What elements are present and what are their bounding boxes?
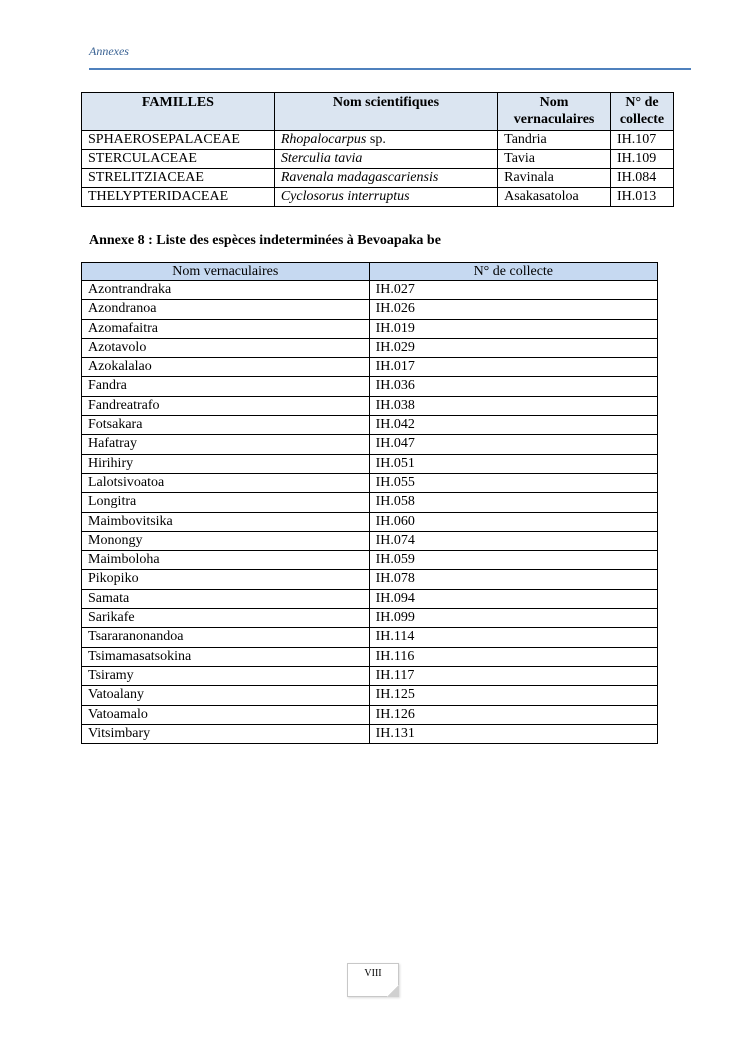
species-table-row	[82, 435, 658, 454]
vernacular-name-cell: Hirihiry	[82, 454, 370, 473]
vernacular-name-cell: Longitra	[82, 493, 370, 512]
families-table	[81, 92, 674, 207]
vernacular-name-cell: Tsararanonandoa	[82, 628, 370, 647]
scientific-genus: Cyclosorus interruptus	[280, 189, 410, 204]
scientific-suffix: sp.	[366, 132, 386, 147]
collection-number-cell: IH.078	[369, 570, 657, 589]
collection-number-cell: IH.109	[611, 150, 674, 169]
vernacular-name-cell: Maimbovitsika	[82, 512, 370, 531]
species-table-row	[82, 609, 658, 628]
collection-number-cell: IH.074	[369, 531, 657, 550]
famille-cell: THELYPTERIDACEAE	[82, 188, 275, 207]
collection-number-cell: IH.060	[369, 512, 657, 531]
vernacular-name-cell: Monongy	[82, 531, 370, 550]
species-table-row	[82, 454, 658, 473]
scientific-genus: Ravenala madagascariensis	[280, 170, 439, 185]
collection-number-cell: IH.055	[369, 473, 657, 492]
species-table-row	[82, 666, 658, 685]
famille-cell: STRELITZIACEAE	[82, 169, 275, 188]
collection-number-cell: IH.117	[369, 666, 657, 685]
vernacular-name-cell: Fandreatrafo	[82, 396, 370, 415]
header-nom-vernaculaires: Nom vernaculaires	[82, 263, 370, 281]
vernacular-name-cell: Pikopiko	[82, 570, 370, 589]
running-header: Annexes	[89, 44, 129, 58]
collection-number-cell: IH.036	[369, 377, 657, 396]
vernacular-name-cell: Vitsimbary	[82, 724, 370, 743]
scientific-name-cell	[274, 188, 497, 207]
scientific-genus: Sterculia tavia	[280, 151, 363, 166]
vernacular-name-cell: Azokalalao	[82, 358, 370, 377]
vernacular-name-cell: Tsiramy	[82, 666, 370, 685]
species-table-row	[82, 570, 658, 589]
header-familles: FAMILLES	[82, 93, 275, 131]
scientific-name-cell	[274, 169, 497, 188]
collection-number-cell: IH.116	[369, 647, 657, 666]
species-table-row	[82, 377, 658, 396]
vernacular-name-cell: Tandria	[498, 131, 611, 150]
vernacular-name-cell: Samata	[82, 589, 370, 608]
species-table-row	[82, 724, 658, 743]
collection-number-cell: IH.017	[369, 358, 657, 377]
species-table-row	[82, 647, 658, 666]
collection-number-cell: IH.099	[369, 609, 657, 628]
vernacular-name-cell: Lalotsivoatoa	[82, 473, 370, 492]
collection-number-cell: IH.114	[369, 628, 657, 647]
header-nom-vernaculaires: Nom vernaculaires	[498, 93, 611, 131]
collection-number-cell: IH.042	[369, 416, 657, 435]
species-table-row	[82, 416, 658, 435]
annex-8-title: Annexe 8 : Liste des espèces indeterminées à Bevoapaka be	[89, 233, 441, 248]
vernacular-name-cell: Azontrandraka	[82, 281, 370, 300]
collection-number-cell: IH.084	[611, 169, 674, 188]
collection-number-cell: IH.051	[369, 454, 657, 473]
collection-number-cell: IH.038	[369, 396, 657, 415]
collection-number-cell: IH.125	[369, 686, 657, 705]
families-table-row	[82, 188, 674, 207]
header-n-collecte: N° de collecte	[369, 263, 657, 281]
vernacular-name-cell: Tavia	[498, 150, 611, 169]
header-nom-scientifiques: Nom scientifiques	[274, 93, 497, 131]
families-table-row	[82, 150, 674, 169]
species-table-row	[82, 705, 658, 724]
species-table-row	[82, 281, 658, 300]
header-rule	[89, 68, 691, 70]
collection-number-cell: IH.126	[369, 705, 657, 724]
species-table-row	[82, 358, 658, 377]
species-table-row	[82, 473, 658, 492]
species-table-row	[82, 319, 658, 338]
vernacular-name-cell: Fandra	[82, 377, 370, 396]
collection-number-cell: IH.026	[369, 300, 657, 319]
vernacular-name-cell: Vatoalany	[82, 686, 370, 705]
vernacular-name-cell: Azomafaitra	[82, 319, 370, 338]
collection-number-cell: IH.094	[369, 589, 657, 608]
scientific-name-cell	[274, 131, 497, 150]
families-table-row	[82, 169, 674, 188]
vernacular-name-cell: Tsimamasatsokina	[82, 647, 370, 666]
collection-number-cell: IH.107	[611, 131, 674, 150]
species-table-row	[82, 512, 658, 531]
vernacular-name-cell: Asakasatoloa	[498, 188, 611, 207]
vernacular-name-cell: Vatoamalo	[82, 705, 370, 724]
species-table-row	[82, 628, 658, 647]
collection-number-cell: IH.059	[369, 551, 657, 570]
species-table-row	[82, 338, 658, 357]
species-table-row	[82, 396, 658, 415]
collection-number-cell: IH.013	[611, 188, 674, 207]
species-table-row	[82, 686, 658, 705]
collection-number-cell: IH.027	[369, 281, 657, 300]
species-table-row	[82, 589, 658, 608]
scientific-genus: Rhopalocarpus	[280, 132, 367, 147]
collection-number-cell: IH.131	[369, 724, 657, 743]
vernacular-name-cell: Hafatray	[82, 435, 370, 454]
vernacular-name-cell: Sarikafe	[82, 609, 370, 628]
families-table-header	[82, 93, 674, 131]
famille-cell: STERCULACEAE	[82, 150, 275, 169]
page-fold-corner	[387, 985, 399, 997]
species-table-header	[82, 263, 658, 281]
collection-number-cell: IH.047	[369, 435, 657, 454]
collection-number-cell: IH.058	[369, 493, 657, 512]
page-number-box	[347, 963, 399, 997]
scientific-name-cell	[274, 150, 497, 169]
vernacular-name-cell: Ravinala	[498, 169, 611, 188]
collection-number-cell: IH.029	[369, 338, 657, 357]
vernacular-name-cell: Azotavolo	[82, 338, 370, 357]
page-number: VIII	[364, 968, 382, 979]
species-table-row	[82, 300, 658, 319]
species-table-row	[82, 551, 658, 570]
vernacular-name-cell: Azondranoa	[82, 300, 370, 319]
vernacular-name-cell: Fotsakara	[82, 416, 370, 435]
collection-number-cell: IH.019	[369, 319, 657, 338]
indeterminate-species-table	[81, 262, 658, 744]
vernacular-name-cell: Maimboloha	[82, 551, 370, 570]
famille-cell: SPHAEROSEPALACEAE	[82, 131, 275, 150]
species-table-row	[82, 493, 658, 512]
families-table-row	[82, 131, 674, 150]
species-table-row	[82, 531, 658, 550]
header-n-collecte: N° de collecte	[611, 93, 674, 131]
